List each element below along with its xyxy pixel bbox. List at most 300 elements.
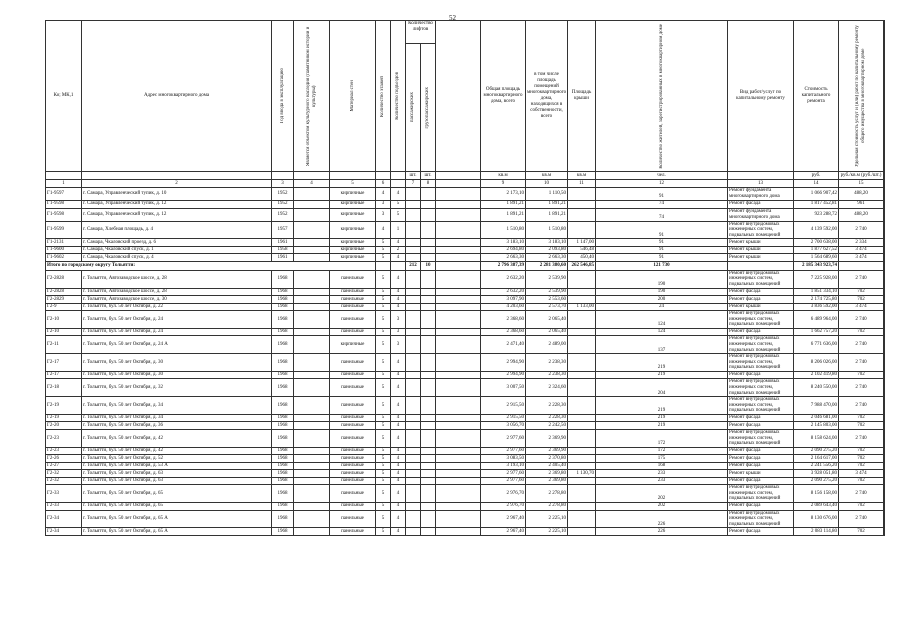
row-entrances: 4 bbox=[391, 371, 406, 379]
row-lifts-cargo bbox=[421, 455, 436, 463]
row-cost: 6 771 636,00 bbox=[794, 336, 839, 354]
row-max-cost bbox=[884, 303, 885, 311]
row-year: 1952 bbox=[272, 188, 294, 201]
row-lifts-cargo bbox=[421, 208, 436, 221]
row-entrances: 4 bbox=[391, 447, 406, 455]
row-total-area: 2 663,30 bbox=[481, 254, 526, 262]
row-heritage bbox=[294, 503, 330, 511]
total-label: Итого по городскому округу Тольятти: bbox=[46, 261, 376, 270]
row-total-area: 2 368,60 bbox=[481, 328, 526, 336]
row-owned-area: 2 228,30 bbox=[526, 414, 568, 422]
row-owned-area: 2 369,90 bbox=[526, 447, 568, 455]
row-max-cost bbox=[884, 477, 885, 485]
row-lifts-passenger bbox=[406, 221, 421, 239]
row-address: г. Тольятти, бул. 50 лет Октября, д. 42 bbox=[82, 447, 272, 455]
row-material: панельные bbox=[330, 270, 376, 288]
row-code: Г1-9597 bbox=[46, 188, 82, 201]
row-lifts-passenger bbox=[406, 328, 421, 336]
row-material: панельные bbox=[330, 328, 376, 336]
row-lifts-cargo bbox=[421, 336, 436, 354]
row-extra bbox=[436, 455, 481, 463]
row-cost: 923 288,72 bbox=[794, 208, 839, 221]
row-lifts-passenger bbox=[406, 201, 421, 209]
row-entrances: 4 bbox=[391, 254, 406, 262]
row-code: Г1-9602 bbox=[46, 254, 82, 262]
row-lifts-passenger bbox=[406, 503, 421, 511]
col-owned-area-header: в том числе площадь помещений многоквартирного дома, находящихся в собственности, всего bbox=[526, 21, 568, 172]
row-heritage bbox=[294, 414, 330, 422]
row-year: 1968 bbox=[272, 414, 294, 422]
col-max-cost-header bbox=[884, 21, 885, 172]
row-heritage bbox=[294, 354, 330, 372]
row-lifts-passenger bbox=[406, 397, 421, 415]
row-material: кирпичные bbox=[330, 221, 376, 239]
row-address: г. Тольятти, бул. 50 лет Октября, д. 36 bbox=[82, 422, 272, 430]
row-lifts-passenger bbox=[406, 422, 421, 430]
row-residents: 74 bbox=[596, 201, 728, 209]
row-cost: 7 988 470,00 bbox=[794, 397, 839, 415]
row-owned-area: 2 278,80 bbox=[526, 503, 568, 511]
row-max-cost bbox=[884, 188, 885, 201]
row-work-type: Ремонт внутридомовых инженерных систем, подвальных помещений bbox=[728, 397, 794, 415]
row-heritage bbox=[294, 254, 330, 262]
row-work-type: Ремонт крыши bbox=[728, 239, 794, 247]
row-extra bbox=[436, 239, 481, 247]
row-work-type: Ремонт крыши bbox=[728, 246, 794, 254]
row-residents: 91 bbox=[596, 239, 728, 247]
row-owned-area: 2 225,10 bbox=[526, 510, 568, 528]
row-max-cost bbox=[884, 510, 885, 528]
table-row bbox=[46, 462, 885, 470]
row-heritage bbox=[294, 208, 330, 221]
row-material: панельные bbox=[330, 477, 376, 485]
row-material: панельные bbox=[330, 296, 376, 304]
table-row bbox=[46, 477, 885, 485]
row-residents: 200 bbox=[596, 296, 728, 304]
total-cost: 2 185 343 923,74 bbox=[794, 261, 839, 270]
row-residents: 219 bbox=[596, 397, 728, 415]
row-material: панельные bbox=[330, 462, 376, 470]
row-lifts-cargo bbox=[421, 414, 436, 422]
row-specific-cost: 488,20 bbox=[839, 188, 884, 201]
row-code: Г2-33 bbox=[46, 503, 82, 511]
column-numbers-row: 1 2 3 4 5 6 7 8 9 10 11 12 13 14 15 bbox=[46, 180, 885, 188]
row-code: Г1-9598 bbox=[46, 208, 82, 221]
row-residents: 190 bbox=[596, 288, 728, 296]
row-total-area: 2 977,60 bbox=[481, 470, 526, 478]
table-row bbox=[46, 371, 885, 379]
row-residents: 74 bbox=[596, 208, 728, 221]
row-material: панельные bbox=[330, 354, 376, 372]
row-roof-area: 1 130,70 bbox=[568, 470, 596, 478]
row-work-type: Ремонт фундамента многоквартирного дома bbox=[728, 208, 794, 221]
row-heritage bbox=[294, 397, 330, 415]
row-floors: 5 bbox=[376, 303, 391, 311]
row-address: г. Тольятти, бул. 50 лет Октября, д. 65 bbox=[82, 485, 272, 503]
row-material: панельные bbox=[330, 311, 376, 329]
row-max-cost bbox=[884, 311, 885, 329]
row-floors: 5 bbox=[376, 528, 391, 536]
row-specific-cost: 961 bbox=[839, 201, 884, 209]
row-material: панельные bbox=[330, 510, 376, 528]
row-residents: 219 bbox=[596, 354, 728, 372]
table-row bbox=[46, 447, 885, 455]
row-lifts-cargo bbox=[421, 311, 436, 329]
row-residents: 168 bbox=[596, 462, 728, 470]
row-owned-area: 2 228,30 bbox=[526, 397, 568, 415]
row-material: панельные bbox=[330, 379, 376, 397]
table-row bbox=[46, 429, 885, 447]
row-year: 1968 bbox=[272, 503, 294, 511]
row-owned-area: 2 539,90 bbox=[526, 270, 568, 288]
row-heritage bbox=[294, 422, 330, 430]
table-row bbox=[46, 201, 885, 209]
row-code: Г1-9599 bbox=[46, 221, 82, 239]
row-max-cost bbox=[884, 528, 885, 536]
row-extra bbox=[436, 188, 481, 201]
row-owned-area: 2 539,90 bbox=[526, 288, 568, 296]
row-floors: 5 bbox=[376, 354, 391, 372]
row-floors: 5 bbox=[376, 246, 391, 254]
row-heritage bbox=[294, 311, 330, 329]
row-lifts-passenger bbox=[406, 510, 421, 528]
row-extra bbox=[436, 208, 481, 221]
row-max-cost bbox=[884, 254, 885, 262]
row-year: 1968 bbox=[272, 462, 294, 470]
row-code: Г2-9 bbox=[46, 303, 82, 311]
row-year: 1961 bbox=[272, 254, 294, 262]
row-roof-area bbox=[568, 429, 596, 447]
row-specific-cost: 2 334 bbox=[839, 239, 884, 247]
row-extra bbox=[436, 288, 481, 296]
row-lifts-cargo bbox=[421, 239, 436, 247]
row-entrances: 4 bbox=[391, 510, 406, 528]
col-cost-header: Стоимость капитального ремонта bbox=[794, 21, 839, 172]
row-heritage bbox=[294, 188, 330, 201]
table-row bbox=[46, 239, 885, 247]
row-total-area: 1 510,80 bbox=[481, 221, 526, 239]
row-roof-area bbox=[568, 336, 596, 354]
row-extra bbox=[436, 336, 481, 354]
row-year: 1968 bbox=[272, 354, 294, 372]
row-roof-area bbox=[568, 311, 596, 329]
row-lifts-cargo bbox=[421, 528, 436, 536]
row-year: 1968 bbox=[272, 528, 294, 536]
row-address: г. Тольятти, бул. 50 лет Октября, д. 30 bbox=[82, 354, 272, 372]
row-floors: 5 bbox=[376, 447, 391, 455]
row-code: Г2-17 bbox=[46, 371, 82, 379]
row-lifts-cargo bbox=[421, 462, 436, 470]
table-row bbox=[46, 470, 885, 478]
row-heritage bbox=[294, 455, 330, 463]
row-roof-area bbox=[568, 447, 596, 455]
row-cost: 1 877 627,52 bbox=[794, 246, 839, 254]
total-section bbox=[46, 261, 885, 270]
row-owned-area: 2 369,80 bbox=[526, 470, 568, 478]
row-work-type: Ремонт фасада bbox=[728, 296, 794, 304]
row-extra bbox=[436, 485, 481, 503]
units-row: шт. шт. кв.м кв.м кв.м чел. руб. руб./кв.м (руб./шт.) bbox=[46, 172, 885, 180]
row-lifts-cargo bbox=[421, 485, 436, 503]
row-work-type: Ремонт крыши bbox=[728, 254, 794, 262]
row-work-type: Ремонт фасада bbox=[728, 414, 794, 422]
row-lifts-cargo bbox=[421, 379, 436, 397]
row-floors: 5 bbox=[376, 371, 391, 379]
row-code: Г2-33 bbox=[46, 485, 82, 503]
row-roof-area: 1 133,00 bbox=[568, 303, 596, 311]
row-material: кирпичные bbox=[330, 254, 376, 262]
row-cost: 2 164 617,00 bbox=[794, 455, 839, 463]
row-address: г. Тольятти, бул. 50 лет Октября, д. 24 А bbox=[82, 336, 272, 354]
row-roof-area bbox=[568, 270, 596, 288]
row-lifts-passenger bbox=[406, 455, 421, 463]
row-work-type: Ремонт внутридомовых инженерных систем, подвальных помещений bbox=[728, 221, 794, 239]
row-material: панельные bbox=[330, 414, 376, 422]
row-max-cost bbox=[884, 201, 885, 209]
row-lifts-cargo bbox=[421, 254, 436, 262]
row-roof-area bbox=[568, 188, 596, 201]
col-address-header: Адрес многоквартирного дома bbox=[82, 21, 272, 172]
row-extra bbox=[436, 296, 481, 304]
row-work-type: Ремонт внутридомовых инженерных систем, подвальных помещений bbox=[728, 485, 794, 503]
row-year: 1968 bbox=[272, 397, 294, 415]
row-extra bbox=[436, 303, 481, 311]
row-material: кирпичные bbox=[330, 336, 376, 354]
row-entrances: 3 bbox=[391, 336, 406, 354]
col-year-header: Год ввода в эксплуатацию bbox=[272, 21, 294, 172]
row-extra bbox=[436, 422, 481, 430]
row-owned-area: 2 238,30 bbox=[526, 371, 568, 379]
row-work-type: Ремонт фасада bbox=[728, 455, 794, 463]
row-address: г. Тольятти, бул. 50 лет Октября, д. 65 А bbox=[82, 510, 272, 528]
row-heritage bbox=[294, 270, 330, 288]
row-lifts-cargo bbox=[421, 510, 436, 528]
col-material-header: Материал стен bbox=[330, 21, 376, 172]
row-max-cost bbox=[884, 429, 885, 447]
row-code: Г1-2131 bbox=[46, 239, 82, 247]
row-floors: 5 bbox=[376, 270, 391, 288]
row-total-area: 2 915,50 bbox=[481, 397, 526, 415]
row-max-cost bbox=[884, 470, 885, 478]
row-work-type: Ремонт фундамента многоквартирного дома bbox=[728, 188, 794, 201]
row-total-area: 3 056,70 bbox=[481, 422, 526, 430]
row-max-cost bbox=[884, 422, 885, 430]
row-specific-cost: 3 474 bbox=[839, 303, 884, 311]
row-total-area: 3 183,10 bbox=[481, 239, 526, 247]
row-max-cost bbox=[884, 288, 885, 296]
row-code: Г2-20 bbox=[46, 422, 82, 430]
row-total-area: 2 967,40 bbox=[481, 510, 526, 528]
table-row bbox=[46, 397, 885, 415]
row-roof-area bbox=[568, 201, 596, 209]
row-residents: 137 bbox=[596, 336, 728, 354]
row-floors: 5 bbox=[376, 477, 391, 485]
row-code: Г2-23 bbox=[46, 429, 82, 447]
row-specific-cost: 2 740 bbox=[839, 336, 884, 354]
row-total-area: 1 891,21 bbox=[481, 208, 526, 221]
row-address: г. Тольятти, бул. 50 лет Октября, д. 34 bbox=[82, 397, 272, 415]
row-residents: 226 bbox=[596, 510, 728, 528]
row-total-area: 3 097,90 bbox=[481, 296, 526, 304]
row-total-area: 2 967,40 bbox=[481, 528, 526, 536]
row-roof-area bbox=[568, 414, 596, 422]
row-year: 1961 bbox=[272, 239, 294, 247]
row-address: г. Тольятти, Автозаводское шоссе, д. 28 bbox=[82, 270, 272, 288]
row-max-cost bbox=[884, 336, 885, 354]
row-material: панельные bbox=[330, 303, 376, 311]
row-residents: 233 bbox=[596, 477, 728, 485]
row-specific-cost: 2 740 bbox=[839, 221, 884, 239]
row-residents: 91 bbox=[596, 221, 728, 239]
row-extra bbox=[436, 328, 481, 336]
row-extra bbox=[436, 201, 481, 209]
row-heritage bbox=[294, 477, 330, 485]
row-extra bbox=[436, 311, 481, 329]
row-work-type: Ремонт крыши bbox=[728, 303, 794, 311]
row-heritage bbox=[294, 336, 330, 354]
row-cost: 8 240 550,00 bbox=[794, 379, 839, 397]
row-specific-cost: 2 740 bbox=[839, 379, 884, 397]
row-owned-area: 2 093,80 bbox=[526, 246, 568, 254]
row-address: г. Самара, Управленческий тупик, д. 12 bbox=[82, 201, 272, 209]
col-residents-header: Количество жителей, зарегистрированных в многоквартирном доме bbox=[596, 21, 728, 172]
row-specific-cost: 702 bbox=[839, 296, 884, 304]
row-cost: 8 206 026,00 bbox=[794, 354, 839, 372]
row-code: Г2-17 bbox=[46, 354, 82, 372]
row-entrances: 4 bbox=[391, 485, 406, 503]
row-cost: 1 066 907,42 bbox=[794, 188, 839, 201]
row-residents: 91 bbox=[596, 254, 728, 262]
row-specific-cost: 2 740 bbox=[839, 270, 884, 288]
row-specific-cost: 3 474 bbox=[839, 470, 884, 478]
row-owned-area: 2 663,30 bbox=[526, 254, 568, 262]
row-lifts-passenger bbox=[406, 477, 421, 485]
row-code: Г2-32 bbox=[46, 470, 82, 478]
row-owned-area: 2 225,10 bbox=[526, 528, 568, 536]
row-roof-area bbox=[568, 288, 596, 296]
row-specific-cost: 2 740 bbox=[839, 311, 884, 329]
row-extra bbox=[436, 246, 481, 254]
row-owned-area: 1 891,21 bbox=[526, 201, 568, 209]
row-floors: 3 bbox=[376, 208, 391, 221]
row-heritage bbox=[294, 328, 330, 336]
table-row bbox=[46, 254, 885, 262]
row-code: Г2-26 bbox=[46, 455, 82, 463]
row-max-cost bbox=[884, 485, 885, 503]
table-row bbox=[46, 221, 885, 239]
row-entrances: 5 bbox=[391, 201, 406, 209]
row-residents: 219 bbox=[596, 414, 728, 422]
row-entrances: 4 bbox=[391, 288, 406, 296]
row-lifts-passenger bbox=[406, 303, 421, 311]
row-lifts-cargo bbox=[421, 188, 436, 201]
row-residents: 91 bbox=[596, 246, 728, 254]
row-entrances: 4 bbox=[391, 455, 406, 463]
row-residents: 172 bbox=[596, 447, 728, 455]
row-residents: 175 bbox=[596, 455, 728, 463]
row-work-type: Ремонт крыши bbox=[728, 470, 794, 478]
row-roof-area bbox=[568, 328, 596, 336]
row-material: панельные bbox=[330, 429, 376, 447]
row-work-type: Ремонт внутридомовых инженерных систем, подвальных помещений bbox=[728, 510, 794, 528]
row-heritage bbox=[294, 296, 330, 304]
row-extra bbox=[436, 354, 481, 372]
row-owned-area: 1 510,80 bbox=[526, 221, 568, 239]
row-total-area: 4 203,60 bbox=[481, 303, 526, 311]
row-lifts-cargo bbox=[421, 354, 436, 372]
row-lifts-passenger bbox=[406, 447, 421, 455]
row-lifts-passenger bbox=[406, 296, 421, 304]
row-year: 1968 bbox=[272, 270, 294, 288]
row-owned-area: 2 369,80 bbox=[526, 477, 568, 485]
row-code: Г2-11 bbox=[46, 336, 82, 354]
row-entrances: 3 bbox=[391, 311, 406, 329]
row-owned-area: 2 370,80 bbox=[526, 455, 568, 463]
row-year: 1968 bbox=[272, 470, 294, 478]
total-owned-area: 2 281 380,60 bbox=[526, 261, 568, 270]
row-code: Г1-9600 bbox=[46, 246, 82, 254]
row-material: панельные bbox=[330, 371, 376, 379]
row-address: г. Тольятти, бул. 50 лет Октября, д. 22 bbox=[82, 303, 272, 311]
row-code: Г2-2829 bbox=[46, 296, 82, 304]
row-total-area: 2 173,10 bbox=[481, 188, 526, 201]
row-cost: 3 836 592,00 bbox=[794, 303, 839, 311]
row-total-area: 2 632,20 bbox=[481, 288, 526, 296]
table-row bbox=[46, 379, 885, 397]
row-roof-area bbox=[568, 528, 596, 536]
row-residents: 204 bbox=[596, 379, 728, 397]
row-cost: 2 174 725,80 bbox=[794, 296, 839, 304]
row-residents: 202 bbox=[596, 503, 728, 511]
row-total-area: 1 891,21 bbox=[481, 201, 526, 209]
row-specific-cost: 2 740 bbox=[839, 354, 884, 372]
row-cost: 2 089 643,40 bbox=[794, 503, 839, 511]
row-lifts-passenger bbox=[406, 254, 421, 262]
table-row bbox=[46, 455, 885, 463]
row-year: 1968 bbox=[272, 477, 294, 485]
row-cost: 2 046 681,00 bbox=[794, 414, 839, 422]
row-residents: 233 bbox=[596, 470, 728, 478]
table-row bbox=[46, 296, 885, 304]
row-code: Г2-19 bbox=[46, 397, 82, 415]
row-total-area: 2 976,70 bbox=[481, 485, 526, 503]
row-material: кирпичные bbox=[330, 201, 376, 209]
row-address: г. Самара, Чкаловский спуск, д. 1 bbox=[82, 246, 272, 254]
row-extra bbox=[436, 270, 481, 288]
row-heritage bbox=[294, 379, 330, 397]
row-material: панельные bbox=[330, 485, 376, 503]
row-work-type: Ремонт фасада bbox=[728, 503, 794, 511]
row-cost: 2 700 638,00 bbox=[794, 239, 839, 247]
row-year: 1968 bbox=[272, 379, 294, 397]
table-row bbox=[46, 328, 885, 336]
row-owned-area: 2 065,40 bbox=[526, 311, 568, 329]
row-floors: 5 bbox=[376, 328, 391, 336]
row-year: 1968 bbox=[272, 303, 294, 311]
row-heritage bbox=[294, 371, 330, 379]
row-work-type: Ремонт фасада bbox=[728, 201, 794, 209]
row-residents: 24 bbox=[596, 303, 728, 311]
row-roof-area bbox=[568, 296, 596, 304]
row-entrances: 4 bbox=[391, 477, 406, 485]
row-address: г. Самара, Чкаловский спуск, д. 4 bbox=[82, 254, 272, 262]
row-code: Г2-23 bbox=[46, 447, 82, 455]
row-specific-cost: 2 740 bbox=[839, 397, 884, 415]
row-code: Г2-34 bbox=[46, 510, 82, 528]
row-specific-cost: 702 bbox=[839, 422, 884, 430]
row-extra bbox=[436, 470, 481, 478]
row-year: 1968 bbox=[272, 336, 294, 354]
